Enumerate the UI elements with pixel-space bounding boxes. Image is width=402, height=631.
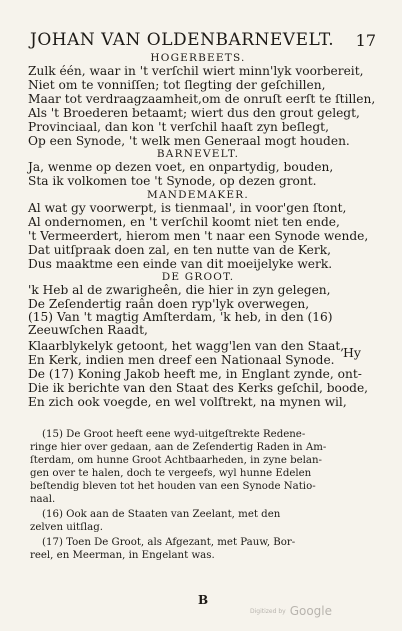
verse-line: Op een Synode, 't welk men Generaal mogt houden. [28, 134, 350, 148]
footnote-line: ringe hier over gedaan, aan de Zeſendertig Raden in Am- [30, 442, 327, 453]
footnote-line: naal. [30, 494, 56, 505]
verse-line: Provinciaal, dan kon 't verſchil haaſt zyn beſlegt, [28, 120, 329, 134]
watermark-brand: Google [289, 604, 333, 618]
verse-line: 'k Heb al de zwarigheên, die hier in zyn gelegen, [28, 283, 331, 297]
signature-mark: B [198, 593, 209, 607]
verse-line: Maar tot verdraagzaamheit,om de onruſt eerſt te ſtillen, [28, 92, 376, 106]
speaker-mandemaker: MANDEMAKER. [147, 189, 249, 201]
verse-line: De Zeſendertig raân doen ryp'lyk overwegen, [28, 297, 310, 311]
verse-line: Ja, wenme op dezen voet, en onpartydig, bouden, [28, 160, 334, 174]
verse-line: En Kerk, indien men dreef een Nationaal Synode. [28, 353, 335, 367]
verse-line: Sta ik volkomen toe 't Synode, op dezen gront. [28, 174, 317, 188]
speaker-hogerbeets: HOGERBEETS. [150, 52, 246, 64]
verse-line: Klaarblykelyk getoont, het wagg'len van den Staat, [28, 339, 345, 353]
footnote-line: ſterdam, om hunne Groot Achtbaarheden, in zyne belan- [30, 455, 322, 466]
page-number: 17 [355, 31, 376, 50]
footnote-line: beſtendig bleven tot het houden van een Synode Natio- [30, 481, 316, 492]
footnote-line: (16) Ook aan de Staaten van Zeelant, met den [42, 509, 281, 520]
speaker-de-groot: DE GROOT. [161, 271, 235, 283]
digitization-watermark [250, 604, 332, 618]
verse-line: Niet om te vonniſſen; tot ſlegting der geſchillen, [28, 78, 326, 92]
verse-line: En zich ook voegde, en wel volſtrekt, na mynen wil, [28, 395, 347, 409]
footnote-line: zelven uitſlag. [30, 522, 104, 533]
verse-line: Dat uitſpraak doen zal, en ten nutte van de Kerk, [28, 243, 331, 257]
verse-line: De (17) Koning Jakob heeft me, in Englant zynde, ont- [28, 367, 362, 381]
verse-line: 't Vermeerdert, hierom men 't naar een Synode wende, [28, 229, 369, 243]
verse-line: Al wat gy voorwerpt, is tienmaal', in voor'gen ſtont, [28, 201, 347, 215]
footnote-line: reel, en Meerman, in Engelant was. [30, 550, 215, 561]
page-header [30, 30, 376, 52]
verse-line: Al ondernomen, en 't verſchil koomt niet ten ende, [28, 215, 340, 229]
footnote-line: (15) De Groot heeft eene wyd-uitgeſtrekte Redene- [42, 429, 306, 440]
verse-line: Die ik berichte van den Staat des Kerks geſchil, boode, [28, 381, 369, 395]
catchword: Hy [343, 345, 361, 360]
footnote-line: (17) Toen De Groot, als Afgezant, met Pauw, Bor- [42, 537, 296, 548]
verse-line: Dus maaktme een einde van dit moeijelyke werk. [28, 257, 333, 271]
footnote-line: gen over te halen, doch te vergeefs, wyl hunne Edelen [30, 468, 312, 479]
verse-line: (15) Van 't magtig Amſterdam, 'k heb, in den (16) Zeeuwſchen Raadt, [28, 310, 333, 337]
speaker-barnevelt: BARNEVELT. [156, 148, 240, 160]
verse-line: Zulk één, waar in 't verſchil wiert minn'lyk voorbereit, [28, 64, 364, 78]
watermark-prefix: Digitized by [250, 608, 286, 615]
running-title: JOHAN VAN OLDENBARNEVELT. [30, 30, 335, 50]
verse-line: Als 't Broederen betaamt; wiert dus den grout gelegt, [28, 106, 360, 120]
